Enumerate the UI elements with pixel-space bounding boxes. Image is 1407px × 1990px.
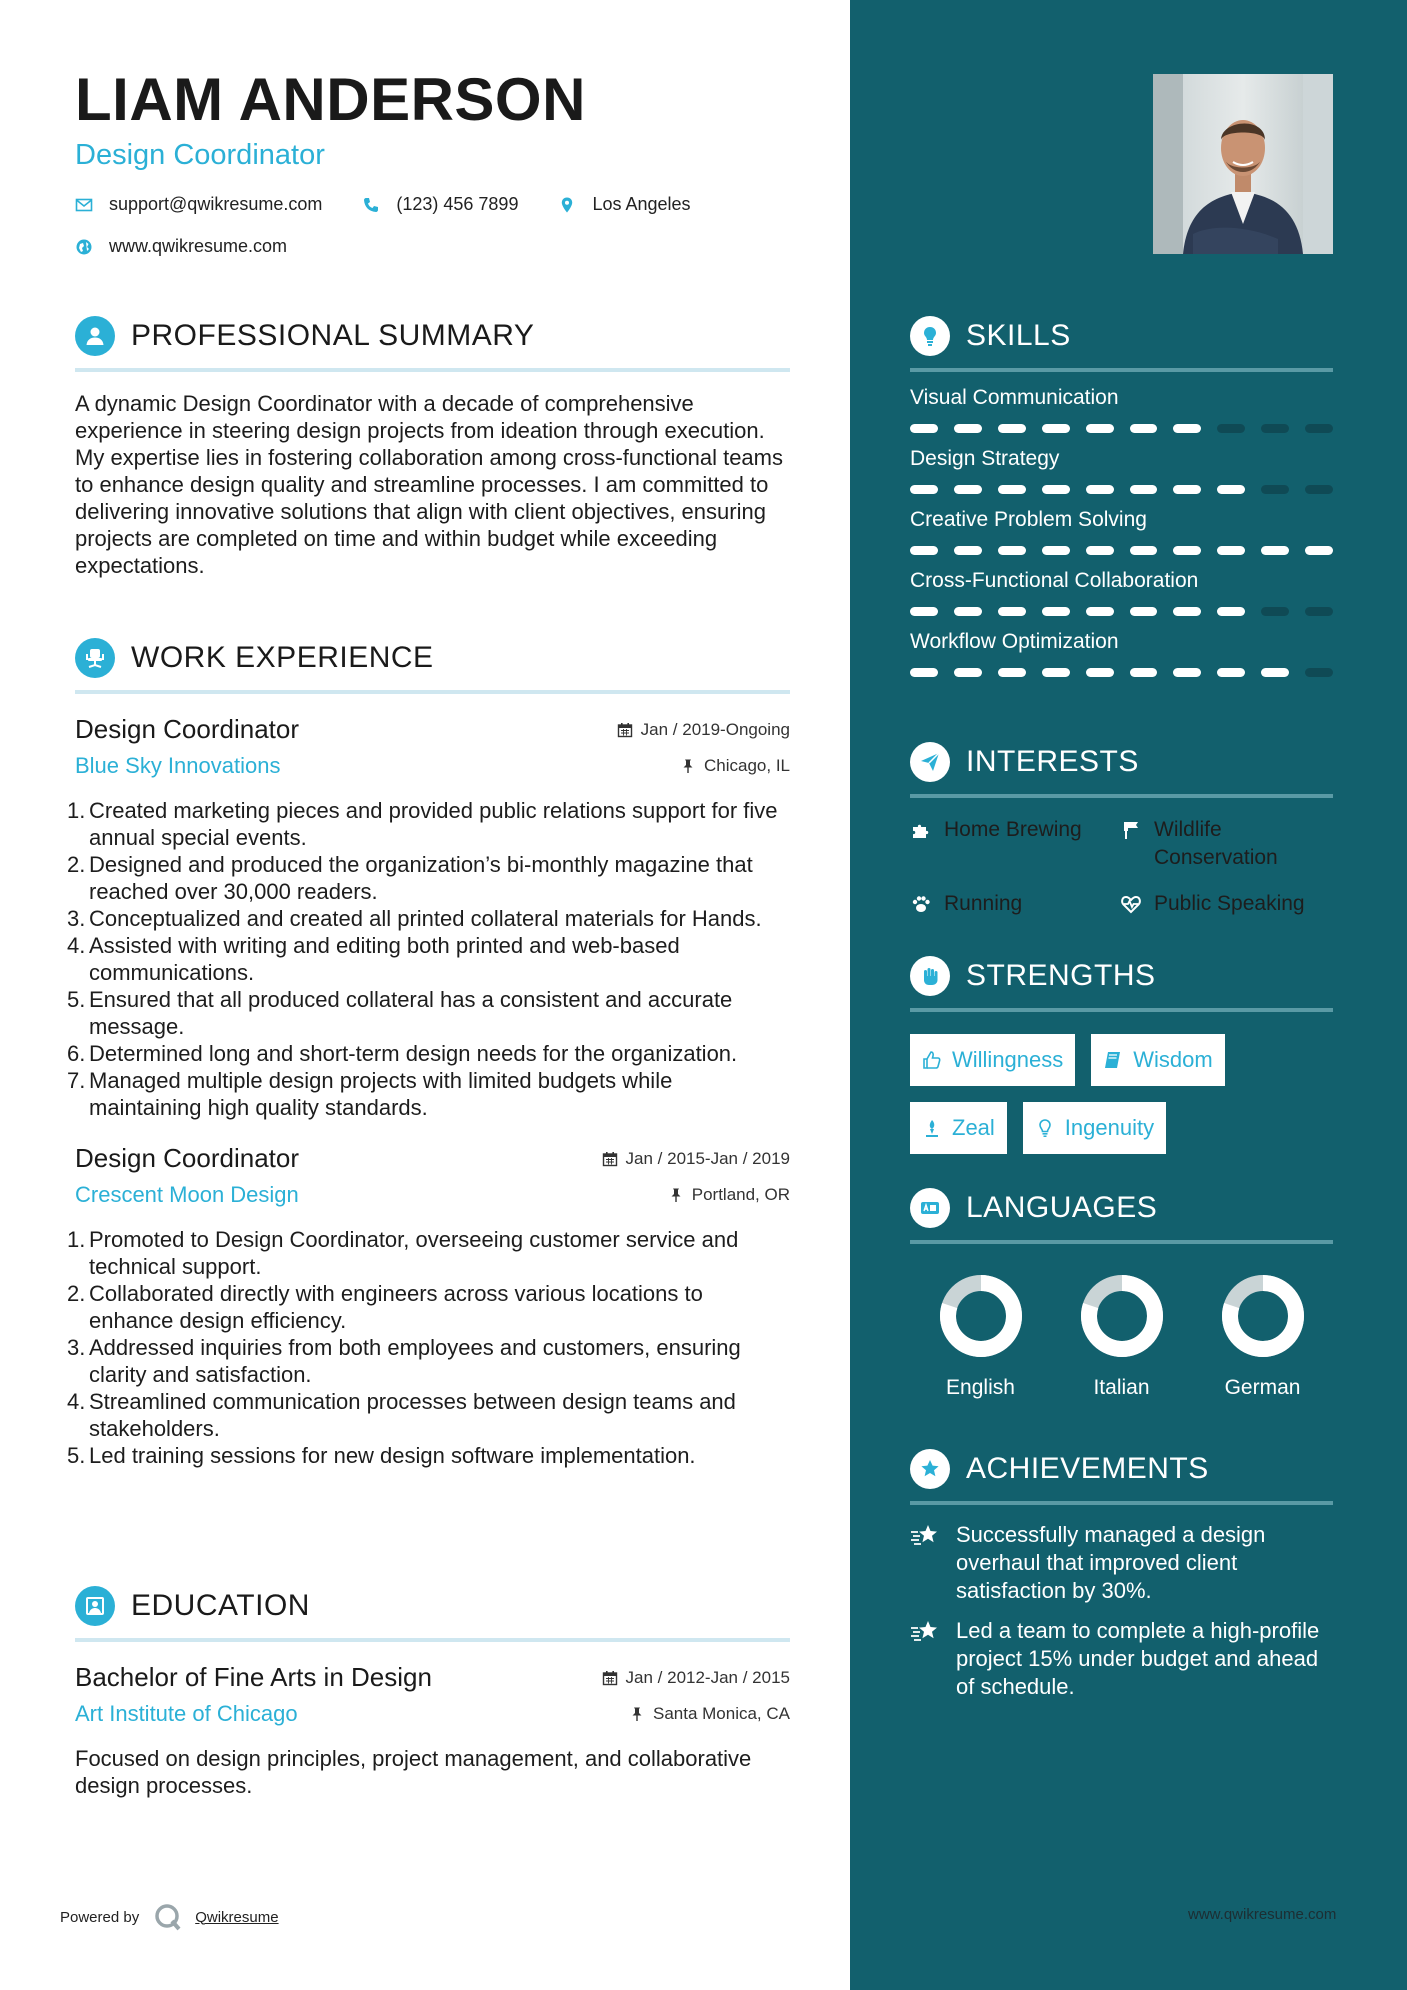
- rating-dash: [998, 668, 1026, 677]
- interest-label: Home Brewing: [944, 818, 1082, 841]
- duty-text: Conceptualized and created all printed collateral materials for Hands.: [89, 906, 762, 931]
- duty-number: 1.: [67, 1227, 86, 1252]
- rating-dash: [1217, 485, 1245, 494]
- education-date-text: Jan / 2012-Jan / 2015: [625, 1668, 790, 1687]
- strength-chip: [1023, 1102, 1166, 1154]
- rating-dash: [1042, 668, 1070, 677]
- divider: [75, 368, 790, 372]
- contact-row: [75, 194, 731, 215]
- rating-dash: [1261, 424, 1289, 433]
- duty-text: Streamlined communication processes between design teams and stakeholders.: [89, 1389, 736, 1441]
- interest-item: [910, 890, 1120, 918]
- job-title: Design Coordinator: [75, 714, 300, 744]
- divider: [910, 1501, 1333, 1505]
- rating-dash: [910, 546, 938, 555]
- rating-dash: [1217, 546, 1245, 555]
- rating-dash: [1217, 424, 1245, 433]
- rating-dash: [1173, 607, 1201, 616]
- language-name: Italian: [1093, 1376, 1150, 1399]
- rating-dash: [1305, 546, 1333, 555]
- language-item: [1192, 1274, 1333, 1400]
- location-text: Los Angeles: [592, 194, 691, 214]
- graduate-icon: [75, 1586, 115, 1626]
- candidate-name: LIAM ANDERSON: [75, 66, 586, 133]
- duty-number: 1.: [67, 798, 86, 823]
- pushpin-icon: [629, 1706, 645, 1722]
- rating-dash: [1217, 668, 1245, 677]
- rating-dash: [1130, 668, 1158, 677]
- profile-photo: [1153, 74, 1333, 254]
- duty-item: [67, 1280, 790, 1334]
- duty-item: [67, 1226, 790, 1280]
- skill-rating: [910, 424, 1333, 433]
- strength-label: Zeal: [952, 1115, 995, 1140]
- rating-dash: [1130, 424, 1158, 433]
- duty-item: [67, 1442, 790, 1469]
- duty-item: [67, 905, 790, 932]
- skill-name: Workflow Optimization: [910, 630, 1119, 653]
- language-name: German: [1224, 1376, 1301, 1399]
- divider: [75, 690, 790, 694]
- map-pin-icon: [558, 196, 576, 214]
- qwikresume-logo-icon: [153, 1902, 183, 1932]
- duty-item: [67, 932, 790, 986]
- rating-dash: [1305, 607, 1333, 616]
- job-location: [680, 756, 790, 776]
- strengths-heading: STRENGTHS: [966, 959, 1156, 992]
- rating-dash: [1261, 668, 1289, 677]
- powered-by-label: Powered by: [60, 1908, 140, 1926]
- interests-grid: [910, 816, 1333, 918]
- education-section: [75, 1584, 790, 1799]
- rating-dash: [998, 546, 1026, 555]
- rating-dash: [1261, 485, 1289, 494]
- rating-dash: [1086, 424, 1114, 433]
- summary-text: A dynamic Design Coordinator with a decade of comprehensive experience in steering design projects from ideation through execution. My expertise lies in fostering collaboration among cross-functional teams to enhance design quality and streamline processes. I am committed to delivering innovative solutions that align with client objectives, ensuring projects are completed on time and within budget while exceeding expectations.: [75, 391, 783, 578]
- rating-dash: [1086, 546, 1114, 555]
- duty-number: 2.: [67, 852, 86, 877]
- qwikresume-link[interactable]: Qwikresume: [195, 1908, 279, 1926]
- rating-dash: [1173, 485, 1201, 494]
- strength-label: Willingness: [952, 1047, 1064, 1072]
- achievement-text: Successfully managed a design overhaul that improved client satisfaction by 30%.: [956, 1522, 1266, 1603]
- languages-section: [910, 1186, 1333, 1400]
- rating-dash: [1130, 546, 1158, 555]
- duty-item: [67, 851, 790, 905]
- globe-icon: [75, 238, 93, 256]
- rating-dash: [1086, 485, 1114, 494]
- rating-dash: [1305, 668, 1333, 677]
- thumbs-up-icon: [922, 1050, 942, 1070]
- duty-item: [67, 797, 790, 851]
- interest-label: Wildlife Conservation: [1154, 818, 1278, 869]
- skill-item: [910, 386, 1333, 433]
- shooting-star-icon: [910, 1523, 940, 1549]
- rating-dash: [954, 485, 982, 494]
- duty-number: 4.: [67, 933, 86, 958]
- shooting-star-icon: [910, 1619, 940, 1645]
- rating-dash: [1042, 607, 1070, 616]
- footer-website[interactable]: www.qwikresume.com: [1188, 1906, 1337, 1923]
- rating-dash: [1130, 485, 1158, 494]
- pushpin-icon: [668, 1187, 684, 1203]
- sign-icon: [1120, 819, 1142, 841]
- education-location-text: Santa Monica, CA: [652, 1704, 790, 1723]
- skills-heading: SKILLS: [966, 319, 1071, 352]
- degree-title: Bachelor of Fine Arts in Design: [75, 1662, 432, 1692]
- skill-name: Design Strategy: [910, 447, 1060, 470]
- rating-dash: [1042, 424, 1070, 433]
- interest-item: [910, 816, 1120, 872]
- calendar-icon: [602, 1670, 618, 1686]
- phone-text: (123) 456 7899: [396, 194, 519, 214]
- duty-number: 3.: [67, 1335, 86, 1360]
- pushpin-icon: [680, 758, 696, 774]
- candidate-role: Design Coordinator: [75, 139, 325, 171]
- duty-text: Managed multiple design projects with limited budgets while maintaining high quality standards.: [89, 1068, 673, 1120]
- interest-label: Running: [944, 892, 1023, 915]
- duty-text: Assisted with writing and editing both printed and web-based communications.: [89, 933, 680, 985]
- strength-chip: [1091, 1034, 1224, 1086]
- interest-item: [1120, 890, 1330, 918]
- job-entry: [67, 1143, 790, 1469]
- language-level-ring: [1221, 1274, 1305, 1358]
- education-description: Focused on design principles, project management, and collaborative design processes.: [75, 1746, 752, 1798]
- duty-text: Ensured that all produced collateral has a consistent and accurate message.: [89, 987, 733, 1039]
- duty-number: 6.: [67, 1041, 86, 1066]
- rating-dash: [1042, 485, 1070, 494]
- achievement-text: Led a team to complete a high-profile project 15% under budget and ahead of schedule.: [956, 1618, 1320, 1699]
- skill-name: Cross-Functional Collaboration: [910, 569, 1199, 592]
- rating-dash: [910, 485, 938, 494]
- job-company: Blue Sky Innovations: [75, 753, 281, 778]
- languages-list: [910, 1274, 1333, 1400]
- puzzle-icon: [910, 819, 932, 841]
- rating-dash: [1217, 607, 1245, 616]
- rating-dash: [910, 668, 938, 677]
- rating-dash: [1173, 424, 1201, 433]
- duty-text: Determined long and short-term design needs for the organization.: [89, 1041, 738, 1066]
- language-card-icon: [910, 1188, 950, 1228]
- lightbulb-icon: [910, 316, 950, 356]
- duty-item: [67, 1388, 790, 1442]
- skill-name: Creative Problem Solving: [910, 508, 1147, 531]
- rating-dash: [1086, 607, 1114, 616]
- job-location-text: Portland, OR: [691, 1185, 790, 1204]
- rating-dash: [1042, 546, 1070, 555]
- education-location: [629, 1704, 790, 1724]
- school-name: Art Institute of Chicago: [75, 1701, 298, 1726]
- job-date: [617, 720, 790, 740]
- job-date-text: Jan / 2019-Ongoing: [640, 720, 790, 739]
- rating-dash: [1305, 485, 1333, 494]
- rating-dash: [954, 546, 982, 555]
- paw-icon: [910, 893, 932, 915]
- torch-icon: [922, 1118, 942, 1138]
- duty-item: [67, 986, 790, 1040]
- language-level-ring: [939, 1274, 1023, 1358]
- book-icon: [1103, 1050, 1123, 1070]
- strength-chip: [910, 1034, 1075, 1086]
- achievements-section: [910, 1447, 1333, 1701]
- skill-name: Visual Communication: [910, 386, 1119, 409]
- duty-text: Led training sessions for new design software implementation.: [89, 1443, 696, 1468]
- job-company: Crescent Moon Design: [75, 1182, 299, 1207]
- strengths-section: [910, 954, 1333, 1154]
- office-chair-icon: [75, 638, 115, 678]
- divider: [910, 368, 1333, 372]
- skill-rating: [910, 607, 1333, 616]
- duty-text: Promoted to Design Coordinator, overseeing customer service and technical support.: [89, 1227, 739, 1279]
- summary-section: [75, 314, 790, 579]
- interests-heading: INTERESTS: [966, 745, 1139, 778]
- skill-item: [910, 508, 1333, 555]
- rating-dash: [954, 668, 982, 677]
- divider: [910, 1008, 1333, 1012]
- calendar-icon: [602, 1151, 618, 1167]
- job-date-text: Jan / 2015-Jan / 2019: [625, 1149, 790, 1168]
- rating-dash: [1173, 668, 1201, 677]
- achievement-item: [910, 1617, 1333, 1701]
- language-level-ring: [1080, 1274, 1164, 1358]
- languages-heading: LANGUAGES: [966, 1191, 1158, 1224]
- education-heading: EDUCATION: [131, 1589, 310, 1622]
- strength-label: Wisdom: [1133, 1047, 1213, 1072]
- rating-dash: [954, 424, 982, 433]
- duty-text: Addressed inquiries from both employees and customers, ensuring clarity and satisfaction.: [89, 1335, 741, 1387]
- rating-dash: [1305, 424, 1333, 433]
- duty-item: [67, 1040, 790, 1067]
- rating-dash: [998, 424, 1026, 433]
- skill-rating: [910, 668, 1333, 677]
- divider: [910, 794, 1333, 798]
- rating-dash: [1173, 546, 1201, 555]
- job-date: [602, 1149, 790, 1169]
- duty-number: 2.: [67, 1281, 86, 1306]
- language-item: [1051, 1274, 1192, 1400]
- strengths-list: [910, 1034, 1270, 1154]
- website-link[interactable]: www.qwikresume.com: [109, 236, 288, 256]
- education-entry: [75, 1662, 790, 1799]
- star-badge-icon: [910, 1449, 950, 1489]
- rating-dash: [910, 424, 938, 433]
- duty-text: Designed and produced the organization’s bi-monthly magazine that reached over 30,000 readers.: [89, 852, 753, 904]
- summary-heading: PROFESSIONAL SUMMARY: [131, 319, 535, 352]
- education-date: [602, 1668, 790, 1688]
- duty-number: 7.: [67, 1068, 86, 1093]
- user-icon: [75, 316, 115, 356]
- duty-item: [67, 1067, 790, 1121]
- rating-dash: [1130, 607, 1158, 616]
- duty-number: 5.: [67, 1443, 86, 1468]
- achievements-heading: ACHIEVEMENTS: [966, 1452, 1209, 1485]
- powered-by: [60, 1902, 279, 1932]
- rating-dash: [954, 607, 982, 616]
- paper-plane-icon: [910, 742, 950, 782]
- experience-heading: WORK EXPERIENCE: [131, 641, 434, 674]
- divider: [75, 1638, 790, 1642]
- interests-section: [910, 740, 1333, 918]
- job-location-text: Chicago, IL: [704, 756, 790, 775]
- job-location: [668, 1185, 790, 1205]
- rating-dash: [1261, 546, 1289, 555]
- rating-dash: [998, 607, 1026, 616]
- language-name: English: [946, 1376, 1015, 1399]
- duty-item: [67, 1334, 790, 1388]
- duty-number: 4.: [67, 1389, 86, 1414]
- phone-icon: [362, 196, 380, 214]
- fist-icon: [910, 956, 950, 996]
- rating-dash: [1261, 607, 1289, 616]
- duty-number: 3.: [67, 906, 86, 931]
- language-item: [910, 1274, 1051, 1400]
- website-row: [75, 236, 327, 257]
- rating-dash: [910, 607, 938, 616]
- heartbeat-icon: [1120, 893, 1142, 915]
- divider: [910, 1240, 1333, 1244]
- strength-chip: [910, 1102, 1007, 1154]
- skill-item: [910, 569, 1333, 616]
- job-entry: [67, 714, 790, 1121]
- lightbulb-icon: [1035, 1118, 1055, 1138]
- job-title: Design Coordinator: [75, 1143, 300, 1173]
- interest-item: [1120, 816, 1330, 872]
- achievement-item: [910, 1521, 1333, 1605]
- job-duties: [67, 797, 790, 1121]
- experience-section: [67, 636, 790, 1469]
- skills-list: [910, 386, 1333, 677]
- strength-label: Ingenuity: [1064, 1115, 1155, 1140]
- duty-number: 5.: [67, 987, 86, 1012]
- skill-rating: [910, 546, 1333, 555]
- interest-label: Public Speaking: [1154, 892, 1305, 915]
- skills-section: [910, 314, 1333, 677]
- rating-dash: [998, 485, 1026, 494]
- rating-dash: [1086, 668, 1114, 677]
- calendar-icon: [617, 722, 633, 738]
- envelope-icon: [75, 196, 93, 214]
- skill-item: [910, 447, 1333, 494]
- job-duties: [67, 1226, 790, 1469]
- duty-text: Created marketing pieces and provided public relations support for five annual special events.: [89, 798, 778, 850]
- skill-rating: [910, 485, 1333, 494]
- email-link[interactable]: support@qwikresume.com: [109, 194, 323, 214]
- duty-text: Collaborated directly with engineers across various locations to enhance design efficiency.: [89, 1281, 703, 1333]
- skill-item: [910, 630, 1333, 677]
